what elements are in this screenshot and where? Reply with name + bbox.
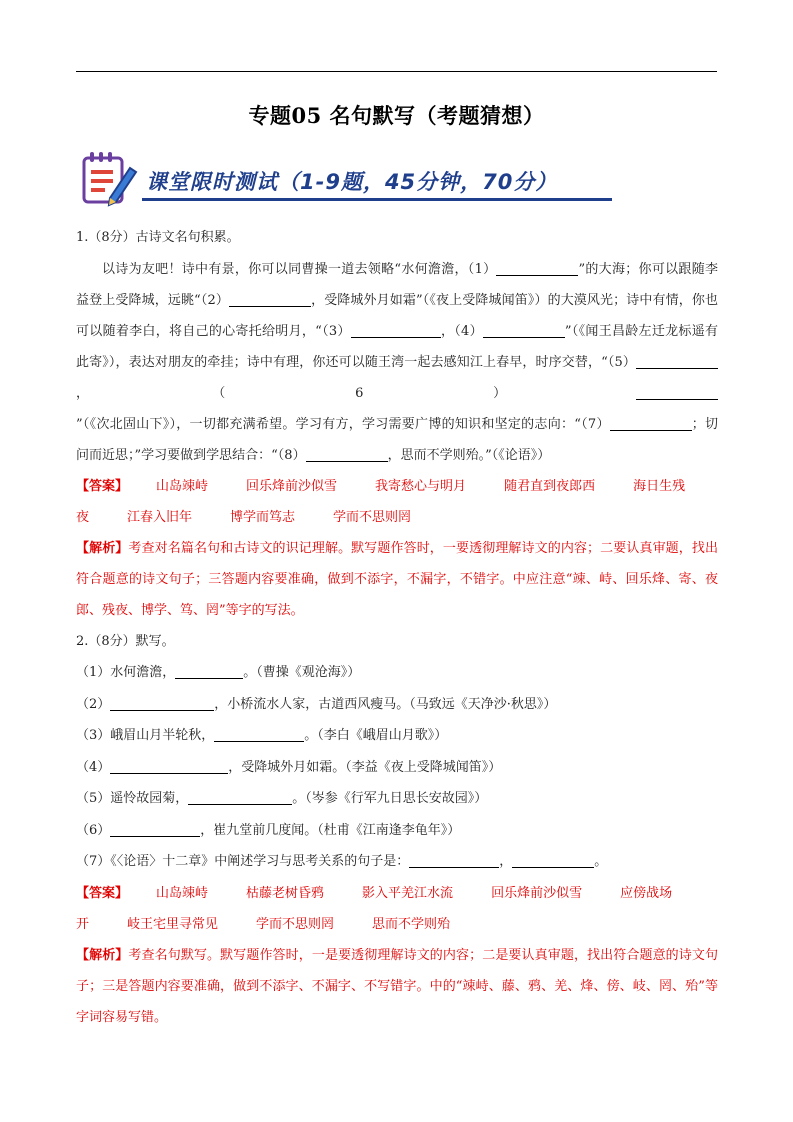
answer-blank-4[interactable]	[483, 323, 565, 338]
answer-blank[interactable]	[214, 727, 304, 742]
explanation-label: 【解析】	[76, 947, 129, 963]
answer-item: 回乐烽前沙似雪	[246, 479, 338, 494]
item-text: 。（岑参《行军九日思长安故园》）	[292, 791, 488, 806]
answer-label: 【答案】	[76, 479, 129, 494]
question-2-explanation	[76, 940, 718, 1033]
answer-item: 随君直到夜郎西	[504, 479, 596, 494]
question-1-passage	[76, 254, 718, 471]
item-text: ，崔九堂前几度闻。（杜甫《江南逢李龟年》）	[200, 822, 461, 838]
section-banner	[80, 150, 615, 208]
item-text: ，	[499, 854, 513, 869]
item-text: （1）水何澹澹，	[76, 665, 176, 680]
answer-item: 思而不学则殆	[372, 916, 451, 932]
item-text: 。	[594, 854, 608, 869]
item-text: （5）遥怜故园菊，	[76, 791, 189, 806]
explanation-text: 考查对名篇名句和古诗文的识记理解。默写题作答时，一要透彻理解诗文的内容；二要认真审题，找出符合题意的诗文句子；三答题内容要准确，做到不添字，不漏字，不错字。中应注意“竦、峙、回乐烽、寄、夜郎、残夜、博学、笃、罔”等字的写法。	[76, 541, 718, 618]
item-text: （4）	[76, 759, 111, 775]
item-text: （3）峨眉山月半轮秋，	[76, 728, 215, 743]
answer-blank-3[interactable]	[351, 323, 441, 338]
answer-item: 海日生残夜	[76, 479, 686, 525]
answer-item: 影入平羌江水流	[362, 885, 454, 901]
passage-text: ”的大海；你可以跟随李益登上受降城，远眺“（2）	[76, 262, 718, 308]
item-text: ，小桥流水人家，古道西风瘦马。（马致远《天净沙·秋思》）	[214, 696, 557, 712]
item-text: （2）	[76, 696, 111, 712]
notepad-pencil-icon	[80, 150, 138, 208]
answer-item: 枯藤老树昏鸦	[246, 885, 325, 901]
explanation-text: 考查名句默写。默写题作答时，一是要透彻理解诗文的内容；二是要认真审题，找出符合题意的诗文句子；三是答题内容要准确，做到不添字、不漏字、不写错字。中的“竦峙、藤、鸦、羌、烽、傍、岐、罔、殆”等字词容易写错。	[76, 947, 718, 1025]
document-body	[76, 226, 718, 1033]
explanation-label: 【解析】	[76, 541, 129, 556]
answer-item: 山岛竦峙	[156, 479, 209, 494]
question-1-explanation	[76, 533, 718, 626]
answer-blank[interactable]	[175, 664, 243, 679]
page-title: 专题05 名句默写（考题猜想）	[248, 103, 545, 128]
passage-text: ，（6）	[76, 386, 636, 401]
answer-item: 博学而笃志	[230, 510, 296, 525]
answer-blank-1[interactable]	[496, 261, 578, 276]
question-2-item-2	[76, 689, 718, 721]
answer-blank-8[interactable]	[306, 447, 388, 462]
answer-blank-7[interactable]	[610, 416, 692, 431]
answer-blank-2[interactable]	[229, 292, 311, 307]
passage-text: ”（《闻王昌龄左迁龙标遥有此寄》），表达对朋友的牵挂；诗中有理，你还可以随王湾一起去感知江上春早，时序交替，“（5）	[76, 324, 718, 370]
answer-item: 学而不思则罔	[333, 510, 412, 525]
item-text: （6）	[76, 822, 111, 838]
answer-item: 岐王宅里寻常见	[127, 916, 219, 932]
answer-item: 江春入旧年	[127, 510, 193, 525]
item-text: 。（曹操《观沧海》）	[243, 665, 361, 680]
item-text: ，受降城外月如霜。（李益《夜上受降城闻笛》）	[228, 759, 502, 775]
passage-text: ，思而不学则殆。”（《论语》）	[387, 448, 551, 463]
answer-blank-6[interactable]	[636, 385, 718, 400]
passage-text: ，受降城外月如霜”（《夜上受降城闻笛》）的大漠风光；诗中有情，你也可以随着李白，将自己的心寄托给明月，“（3）	[76, 293, 718, 339]
question-2-item-1	[76, 657, 718, 689]
question-1-heading: 1.（8分）古诗文名句积累。	[76, 230, 240, 245]
question-2-item-3	[76, 720, 718, 752]
answer-item: 应傍战场开	[76, 885, 673, 932]
passage-text: ”（《次北固山下》），一切都充满希望。学习有方，学习需要广博的知识和坚定的志向：“（7）	[76, 417, 610, 432]
item-text: （7）《〈论语〉十二章》中阐述学习与思考关系的句子是：	[76, 854, 410, 869]
header-rule	[76, 71, 717, 72]
answer-blank[interactable]	[512, 853, 594, 868]
banner-underline	[142, 198, 612, 201]
banner-title: 课堂限时测试（1-9题，45分钟，70分）	[146, 170, 558, 194]
answer-blank[interactable]	[110, 822, 200, 837]
question-2-item-5	[76, 783, 718, 815]
passage-text: ，（4）	[440, 324, 483, 339]
answer-blank[interactable]	[409, 853, 499, 868]
question-2-item-6	[76, 815, 718, 847]
answer-item: 回乐烽前沙似雪	[491, 885, 583, 901]
answer-blank[interactable]	[188, 790, 292, 805]
answer-blank[interactable]	[110, 696, 214, 711]
passage-text: ；切问而近思；”学习要做到学思结合：“（8）	[76, 417, 718, 463]
answer-item: 我寄愁心与明月	[375, 479, 467, 494]
answer-blank[interactable]	[110, 759, 228, 774]
question-2-item-7	[76, 846, 718, 878]
passage-text: 以诗为友吧！诗中有景，你可以同曹操一道去领略“水何澹澹，（1）	[102, 262, 497, 277]
item-text: 。（李白《峨眉山月歌》）	[304, 728, 448, 743]
answer-label: 【答案】	[76, 885, 129, 901]
question-2-heading: 2.（8分）默写。	[76, 634, 175, 649]
question-2-answer	[76, 878, 718, 940]
question-1-answer	[76, 471, 718, 533]
question-2-item-4	[76, 752, 718, 784]
answer-item: 学而不思则罔	[256, 916, 335, 932]
answer-blank-5[interactable]	[636, 354, 718, 369]
answer-item: 山岛竦峙	[156, 885, 209, 901]
